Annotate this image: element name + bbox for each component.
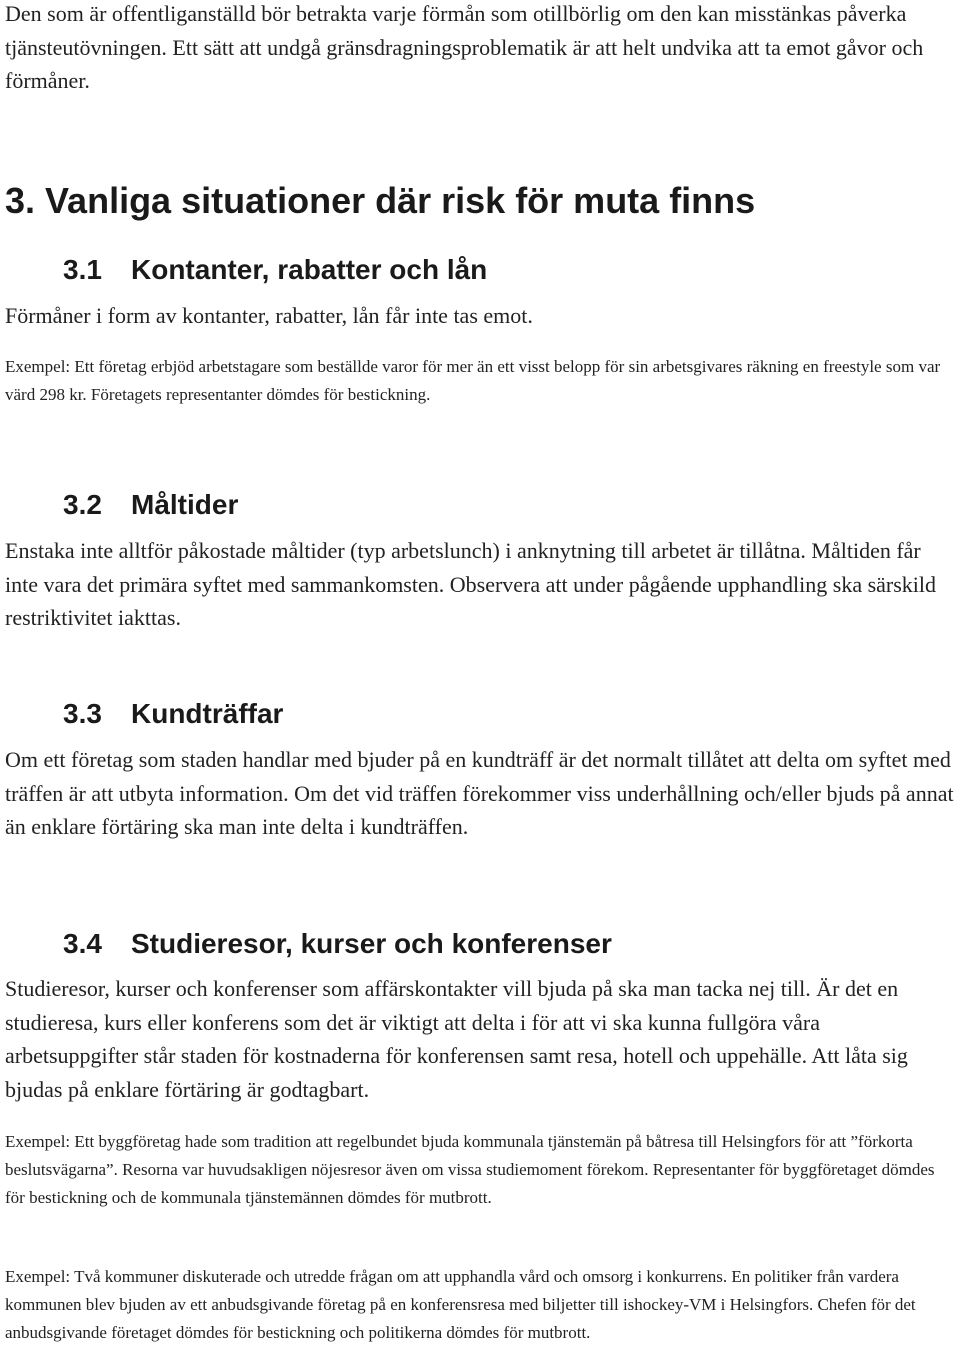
section-3-1-heading (63, 252, 487, 288)
section-3-2-number: 3.2 (63, 489, 102, 520)
section-3-4-example-2: Exempel: Två kommuner diskuterade och utredde frågan om att upphandla vård och omsorg i konkurrens. En politiker från vardera kommunen blev bjuden av ett anbudsgivande företag på en konferensresa med biljetter till ishockey-VM i Helsingfors. Chefen för det anbudsgivande företaget dömdes för bestickning och politikerna dömdes för mutbrott. (5, 1267, 916, 1342)
section-3-2-heading (63, 487, 238, 523)
section-3-4-example-1: Exempel: Ett byggföretag hade som tradition att regelbundet bjuda kommunala tjänstemän på båtresa till Helsingfors för att ”förkorta beslutsvägarna”. Resorna var huvudsakligen nöjesresor även om vissa studiemoment förekom. Representanter för byggföretaget dömdes för bestickning och de kommunala tjänstemännen dömdes för mutbrott. (5, 1132, 935, 1207)
section-3-3-number: 3.3 (63, 698, 102, 729)
section-3-4-body: Studieresor, kurser och konferenser som affärskontakter vill bjuda på ska man tacka nej till. Är det en studieresa, kurs eller konferens som det är viktigt att delta i för att vi ska kunna fullgöra våra arbetsuppgifter står staden för kostnaderna för konferensen samt resa, hotell och uppehälle. Att låta sig bjudas på enklare förtäring är godtagbart. (5, 976, 908, 1102)
section-3-2-body: Enstaka inte alltför påkostade måltider (typ arbetslunch) i anknytning till arbetet är tillåtna. Måltiden får inte vara det primära syftet med sammankomsten. Observera att under pågående upphandling ska särskild restriktivitet iakttas. (5, 538, 937, 630)
section-3-4-heading (63, 926, 612, 962)
section-3-1-body: Förmåner i form av kontanter, rabatter, lån får inte tas emot. (5, 303, 533, 328)
section-3-3-heading (63, 696, 283, 732)
section-3-3-title: Kundträffar (131, 698, 284, 729)
intro-paragraph: Den som är offentliganställd bör betrakta varje förmån som otillbörlig om den kan misstänkas påverka tjänsteutövningen. Ett sätt att undgå gränsdragningsproblematik är att helt undvika att ta emot gåvor och förmåner. (5, 1, 924, 93)
section-3-3-body: Om ett företag som staden handlar med bjuder på en kundträff är det normalt tillåtet att delta om syftet med träffen är att utbyta information. Om det vid träffen förekommer viss underhållning och/eller bjuds på annat än enklare förtäring ska man inte delta i kundträffen. (5, 747, 954, 839)
section-3-4-title: Studieresor, kurser och konferenser (131, 928, 612, 959)
section-3-1-number: 3.1 (63, 254, 102, 285)
section-3-heading: 3. Vanliga situationer där risk för muta finns (5, 180, 756, 221)
section-3-1-example: Exempel: Ett företag erbjöd arbetstagare som beställde varor för mer än ett visst belopp för sin arbetsgivares räkning en freestyle som var värd 298 kr. Företagets representanter dömdes för bestickning. (5, 357, 941, 404)
section-3-4-number: 3.4 (63, 928, 102, 959)
section-3-1-title: Kontanter, rabatter och lån (131, 254, 488, 285)
section-3-2-title: Måltider (131, 489, 239, 520)
